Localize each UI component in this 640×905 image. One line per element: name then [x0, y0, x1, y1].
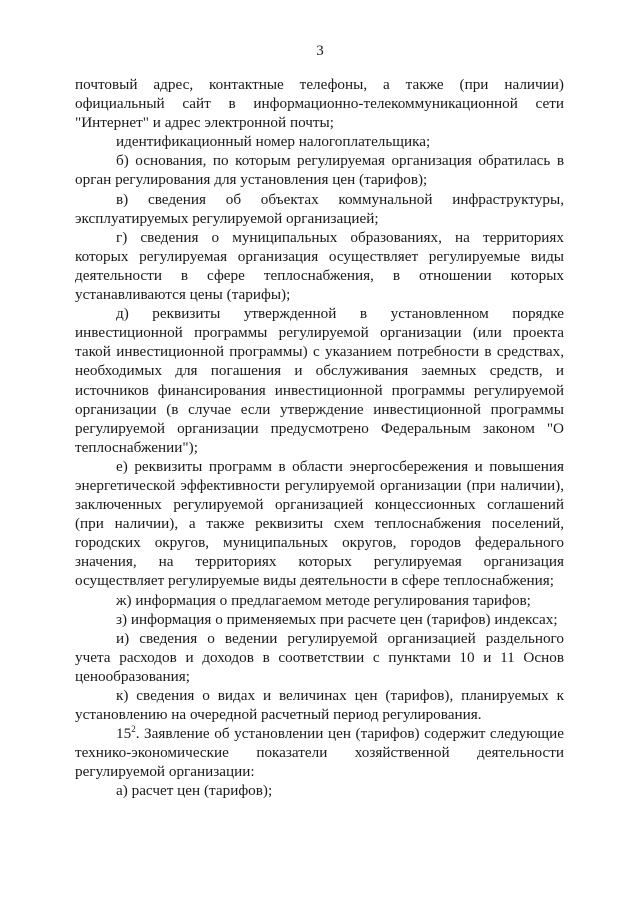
document-body: [75, 75, 564, 801]
paragraph-item-zh: ж) информация о предлагаемом методе регулирования тарифов;: [116, 591, 531, 609]
paragraph-item-z: з) информация о применяемых при расчете цен (тарифов) индексах;: [116, 610, 558, 628]
paragraph-item-d: д) реквизиты утвержденной в установленном порядке инвестиционной программы регулируемой организации (или проекта такой инвестиционной программы) с указанием потребности в средствах, необходимых для погашения и обслуживания заемных средств, и источников финансирования инвестиционной программы регулируемой организации (в случае если утверждение инвестиционной программы регулируемой организации предусмотрено Федеральным законом "О теплоснабжении");: [75, 305, 564, 456]
paragraph-item-a: а) расчет цен (тарифов);: [116, 782, 273, 800]
paragraph-item-e: е) реквизиты программ в области энергосбережения и повышения энергетической эффективности регулируемой организации (при наличии), заключенных регулируемой организацией концессионных соглашений (при наличии), а также реквизиты схем теплоснабжения поселений, городских округов, муниципальных округов, городов федерального значения, на территориях которых регулируемая организация осуществляет регулируемые виды деятельности в сфере теплоснабжения;: [75, 457, 564, 590]
clause-text: . Заявление об установлении цен (тарифов) содержит следующие технико-экономические показатели хозяйственной деятельности регулируемой организации:: [75, 725, 564, 781]
paragraph-item-i: и) сведения о ведении регулируемой организацией раздельного учета расходов и доходов в соответствии с пунктами 10 и 11 Основ ценообразования;: [75, 629, 564, 685]
clause-number: 15: [116, 725, 132, 743]
clause-superscript: 2: [131, 724, 136, 735]
paragraph-item-v: в) сведения об объектах коммунальной инфраструктуры, эксплуатируемых регулируемой организацией;: [75, 190, 564, 227]
paragraph-item-b: б) основания, по которым регулируемая организация обратилась в орган регулирования для установления цен (тарифов);: [75, 152, 564, 189]
page-number: 3: [316, 43, 324, 59]
paragraph-item-k: к) сведения о видах и величинах цен (тарифов), планируемых к установлению на очередной расчетный период регулирования.: [75, 687, 564, 724]
paragraph-contact-details: почтовый адрес, контактные телефоны, а также (при наличии) официальный сайт в информационно-телекоммуникационной сети "Интернет" и адрес электронной почты;: [75, 76, 564, 132]
paragraph-tax-id: идентификационный номер налогоплательщика;: [116, 133, 431, 151]
paragraph-item-g: г) сведения о муниципальных образованиях, на территориях которых регулируемая организация осуществляет регулируемые виды деятельности в сфере теплоснабжения, в отношении которых устанавливаются цены (тарифы);: [75, 228, 564, 304]
paragraph-clause-15-2: [75, 724, 564, 781]
